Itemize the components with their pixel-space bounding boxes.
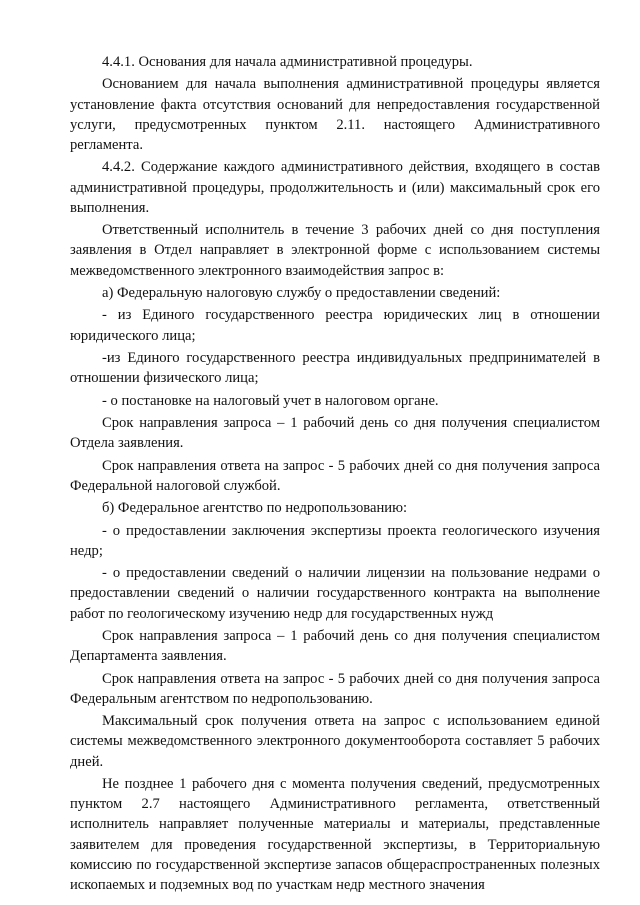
paragraph-transfer: Не позднее 1 рабочего дня с момента получения сведений, предусмотренных пунктом 2.7 настоящего Административного регламента, ответственный исполнитель направляет полученные материалы и материалы, представленные заявителем для проведения государственной экспертизы, в Территориальную комиссию по государственной экспертизе запасов общераспространенных полезных ископаемых и подземных вод по участкам недр местного значения <box>70 775 600 893</box>
list-item-subsoil-agency: б) Федеральное агентство по недропользованию: <box>102 500 408 517</box>
list-item-tax-registration: - о постановке на налоговый учет в налоговом органе. <box>102 392 439 409</box>
section-heading-4-4-2: 4.4.2. Содержание каждого административного действия, входящего в состав административной процедуры, продолжительность и (или) максимальный срок его выполнения. <box>70 159 600 216</box>
paragraph-request-term-2: Срок направления запроса – 1 рабочий день со дня получения специалистом Департамента заявления. <box>70 627 600 665</box>
paragraph-grounds: Основанием для начала выполнения административной процедуры является установление факта отсутствия оснований для непредоставления государственной услуги, предусмотренных пунктом 2.11. настоящего Административного регламента. <box>70 76 600 153</box>
list-item-expertise: - о предоставлении заключения экспертизы проекта геологического изучения недр; <box>70 522 600 559</box>
list-item-legal-entities: - из Единого государственного реестра юридических лиц в отношении юридического лица; <box>70 307 600 344</box>
document-page <box>70 52 600 895</box>
paragraph-response-term-2: Срок направления ответа на запрос - 5 рабочих дней со дня получения запроса Федеральным агентством по недропользованию. <box>70 670 600 707</box>
list-item-entrepreneurs: -из Единого государственного реестра индивидуальных предпринимателей в отношении физического лица; <box>70 349 600 387</box>
paragraph-request: Ответственный исполнитель в течение 3 рабочих дней со дня поступления заявления в Отдел направляет в электронной форме с использованием системы межведомственного электронного взаимодействия запрос в: <box>70 222 600 279</box>
list-item-tax-service: а) Федеральную налоговую службу о предоставлении сведений: <box>102 284 501 301</box>
section-heading-4-4-1: 4.4.1. Основания для начала административной процедуры. <box>102 54 473 70</box>
paragraph-response-term-1: Срок направления ответа на запрос - 5 рабочих дней со дня получения запроса Федеральной налоговой службой. <box>70 457 600 494</box>
paragraph-max-term: Максимальный срок получения ответа на запрос с использованием единой системы межведомственного электронного документооборота составляет 5 рабочих дней. <box>70 713 600 770</box>
paragraph-request-term-1: Срок направления запроса – 1 рабочий день со дня получения специалистом Отдела заявления. <box>70 414 600 452</box>
list-item-license: - о предоставлении сведений о наличии лицензии на пользование недрами о предоставлении сведений о наличии государственного контракта на выполнение работ по геологическому изучению недр для государственных нужд <box>70 565 600 622</box>
